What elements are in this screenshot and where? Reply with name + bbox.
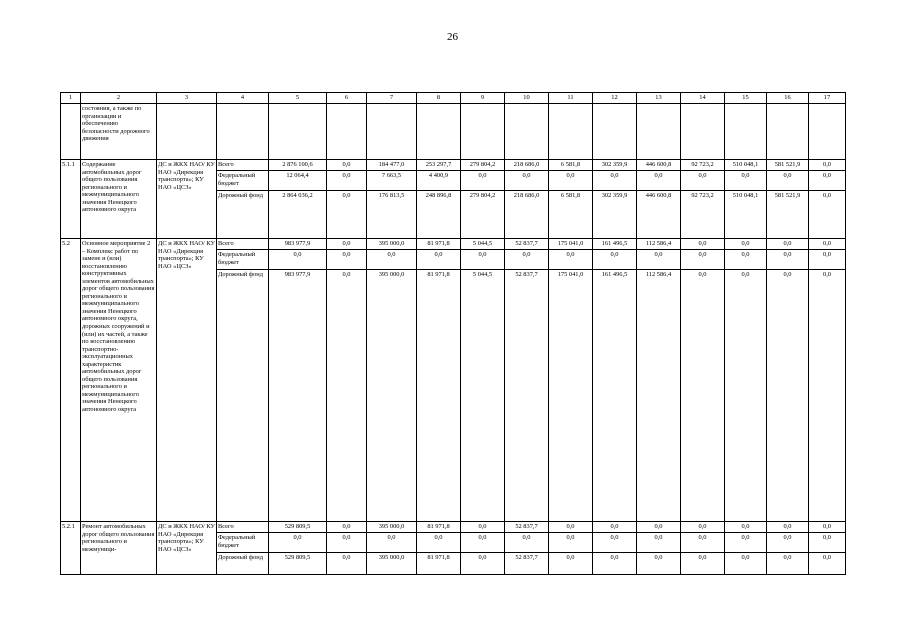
value-cell: 0,0	[269, 250, 327, 270]
funding-source: Всего	[217, 239, 269, 250]
continuation-name: состояния, а также по организации и обеспечению безопасности дорожного движения	[81, 104, 157, 160]
value-cell: 92 723,2	[681, 191, 725, 239]
value-cell: 0,0	[461, 171, 505, 191]
header-col-8: 8	[417, 93, 461, 104]
value-cell: 581 521,9	[767, 160, 809, 171]
header-col-1: 1	[61, 93, 81, 104]
value-cell: 0,0	[327, 160, 367, 171]
continuation-row	[61, 104, 846, 160]
value-cell: 81 971,8	[417, 239, 461, 250]
value-cell: 0,0	[593, 533, 637, 553]
value-cell: 176 813,5	[367, 191, 417, 239]
value-cell: 581 521,9	[767, 191, 809, 239]
value-cell: 0,0	[461, 533, 505, 553]
value-cell: 0,0	[637, 171, 681, 191]
value-cell: 0,0	[767, 250, 809, 270]
value-cell: 52 837,7	[505, 270, 549, 522]
value-cell: 510 048,1	[725, 191, 767, 239]
value-cell: 92 723,2	[681, 160, 725, 171]
value-cell: 0,0	[681, 553, 725, 575]
value-cell: 218 686,0	[505, 160, 549, 171]
row-name: Ремонт автомобильных дорог общего пользования регионального и межмуници-	[81, 522, 157, 575]
value-cell: 175 041,0	[549, 270, 593, 522]
value-cell: 6 581,8	[549, 191, 593, 239]
value-cell: 0,0	[767, 522, 809, 533]
header-col-5: 5	[269, 93, 327, 104]
value-cell: 0,0	[725, 522, 767, 533]
budget-table	[60, 92, 846, 575]
header-col-9: 9	[461, 93, 505, 104]
value-cell: 510 048,1	[725, 160, 767, 171]
value-cell: 0,0	[505, 533, 549, 553]
value-cell: 0,0	[809, 250, 846, 270]
value-cell: 218 686,0	[505, 191, 549, 239]
row-code: 5.2	[61, 239, 81, 522]
header-col-11: 11	[549, 93, 593, 104]
value-cell: 52 837,7	[505, 553, 549, 575]
value-cell: 0,0	[681, 239, 725, 250]
row-code: 5.1.1	[61, 160, 81, 239]
value-cell: 0,0	[327, 533, 367, 553]
value-cell: 395 000,0	[367, 270, 417, 522]
value-cell: 0,0	[767, 171, 809, 191]
row-name: Основное мероприятие 2 – Комплекс работ по замене и (или) восстановлению конструктивных элементов автомобильных дорог общего пользования регионального и межмуниципального значения Ненецкого автономного округа, дорожных сооружений и (или) их частей, а также по восстановлению транспортно-эксплуатационных характеристик автомобильных дорог общего пользования регионального и межмуниципального значения Ненецкого автономного округа	[81, 239, 157, 522]
value-cell: 0,0	[809, 191, 846, 239]
value-cell: 0,0	[725, 171, 767, 191]
value-cell: 0,0	[637, 533, 681, 553]
value-cell: 395 000,0	[367, 553, 417, 575]
header-col-7: 7	[367, 93, 417, 104]
value-cell: 2 876 100,6	[269, 160, 327, 171]
funding-source: Дорожный фонд	[217, 553, 269, 575]
row-executor: ДС и ЖКХ НАО/ КУ НАО «Дирекция транспорта»; КУ НАО «ЦСЗ»	[157, 239, 217, 522]
value-cell: 0,0	[809, 160, 846, 171]
row-executor: ДС и ЖКХ НАО/ КУ НАО «Дирекция транспорта»; КУ НАО «ЦСЗ»	[157, 160, 217, 239]
value-cell: 0,0	[637, 522, 681, 533]
table-body	[61, 104, 846, 575]
value-cell: 0,0	[637, 250, 681, 270]
value-cell: 0,0	[549, 553, 593, 575]
value-cell: 0,0	[593, 171, 637, 191]
value-cell: 81 971,8	[417, 553, 461, 575]
value-cell: 0,0	[767, 270, 809, 522]
value-cell: 0,0	[549, 522, 593, 533]
header-row	[61, 93, 846, 104]
value-cell: 0,0	[549, 171, 593, 191]
value-cell: 0,0	[367, 250, 417, 270]
value-cell: 4 400,9	[417, 171, 461, 191]
value-cell: 0,0	[327, 191, 367, 239]
value-cell: 0,0	[327, 553, 367, 575]
value-cell: 2 864 036,2	[269, 191, 327, 239]
value-cell: 175 041,0	[549, 239, 593, 250]
value-cell: 0,0	[725, 239, 767, 250]
value-cell: 395 000,0	[367, 239, 417, 250]
value-cell: 5 044,5	[461, 270, 505, 522]
value-cell: 184 477,0	[367, 160, 417, 171]
header-col-2: 2	[81, 93, 157, 104]
value-cell: 253 297,7	[417, 160, 461, 171]
value-cell: 0,0	[809, 270, 846, 522]
value-cell: 446 600,8	[637, 191, 681, 239]
header-col-17: 17	[809, 93, 846, 104]
table-row	[61, 239, 846, 250]
funding-source: Федеральный бюджет	[217, 533, 269, 553]
funding-source: Федеральный бюджет	[217, 171, 269, 191]
value-cell: 529 809,5	[269, 553, 327, 575]
value-cell: 161 496,5	[593, 270, 637, 522]
value-cell: 0,0	[269, 533, 327, 553]
value-cell: 81 971,8	[417, 522, 461, 533]
value-cell: 0,0	[681, 250, 725, 270]
funding-source: Федеральный бюджет	[217, 250, 269, 270]
value-cell: 0,0	[461, 250, 505, 270]
value-cell: 0,0	[809, 522, 846, 533]
header-col-10: 10	[505, 93, 549, 104]
value-cell: 0,0	[681, 171, 725, 191]
value-cell: 0,0	[637, 553, 681, 575]
header-col-3: 3	[157, 93, 217, 104]
value-cell: 0,0	[593, 522, 637, 533]
value-cell: 0,0	[809, 533, 846, 553]
value-cell: 0,0	[327, 239, 367, 250]
value-cell: 0,0	[549, 250, 593, 270]
funding-source: Всего	[217, 522, 269, 533]
header-col-12: 12	[593, 93, 637, 104]
page-number: 26	[447, 31, 458, 43]
value-cell: 0,0	[461, 522, 505, 533]
value-cell: 0,0	[809, 239, 846, 250]
value-cell: 983 977,9	[269, 270, 327, 522]
value-cell: 52 837,7	[505, 239, 549, 250]
value-cell: 81 971,8	[417, 270, 461, 522]
value-cell: 0,0	[681, 270, 725, 522]
value-cell: 0,0	[417, 250, 461, 270]
row-code: 5.2.1	[61, 522, 81, 575]
table-row	[61, 160, 846, 171]
header-col-4: 4	[217, 93, 269, 104]
value-cell: 248 896,8	[417, 191, 461, 239]
value-cell: 302 359,9	[593, 191, 637, 239]
value-cell: 0,0	[505, 250, 549, 270]
value-cell: 52 837,7	[505, 522, 549, 533]
value-cell: 0,0	[767, 533, 809, 553]
value-cell: 0,0	[327, 171, 367, 191]
value-cell: 983 977,9	[269, 239, 327, 250]
value-cell: 0,0	[367, 533, 417, 553]
header-col-16: 16	[767, 93, 809, 104]
value-cell: 0,0	[767, 553, 809, 575]
table-row	[61, 522, 846, 533]
value-cell: 0,0	[809, 553, 846, 575]
value-cell: 7 663,5	[367, 171, 417, 191]
value-cell: 0,0	[809, 171, 846, 191]
value-cell: 0,0	[461, 553, 505, 575]
value-cell: 0,0	[327, 270, 367, 522]
value-cell: 446 600,8	[637, 160, 681, 171]
value-cell: 12 064,4	[269, 171, 327, 191]
header-col-14: 14	[681, 93, 725, 104]
value-cell: 302 359,9	[593, 160, 637, 171]
header-col-15: 15	[725, 93, 767, 104]
value-cell: 0,0	[327, 250, 367, 270]
header-col-6: 6	[327, 93, 367, 104]
value-cell: 0,0	[767, 239, 809, 250]
value-cell: 0,0	[593, 553, 637, 575]
value-cell: 6 581,8	[549, 160, 593, 171]
value-cell: 529 809,5	[269, 522, 327, 533]
value-cell: 0,0	[725, 270, 767, 522]
value-cell: 161 496,5	[593, 239, 637, 250]
row-executor: ДС и ЖКХ НАО/ КУ НАО «Дирекция транспорта»; КУ НАО «ЦСЗ»	[157, 522, 217, 575]
value-cell: 5 044,5	[461, 239, 505, 250]
value-cell: 279 804,2	[461, 160, 505, 171]
value-cell: 0,0	[725, 533, 767, 553]
funding-source: Дорожный фонд	[217, 270, 269, 522]
value-cell: 0,0	[681, 533, 725, 553]
value-cell: 0,0	[725, 553, 767, 575]
value-cell: 395 000,0	[367, 522, 417, 533]
value-cell: 0,0	[417, 533, 461, 553]
value-cell: 0,0	[593, 250, 637, 270]
funding-source: Всего	[217, 160, 269, 171]
funding-source: Дорожный фонд	[217, 191, 269, 239]
value-cell: 0,0	[327, 522, 367, 533]
value-cell: 0,0	[505, 171, 549, 191]
value-cell: 0,0	[681, 522, 725, 533]
header-col-13: 13	[637, 93, 681, 104]
value-cell: 0,0	[549, 533, 593, 553]
value-cell: 0,0	[725, 250, 767, 270]
value-cell: 112 586,4	[637, 239, 681, 250]
row-name: Содержание автомобильных дорог общего пользования регионального и межмуниципального значения Ненецкого автономного округа	[81, 160, 157, 239]
value-cell: 279 804,2	[461, 191, 505, 239]
value-cell: 112 586,4	[637, 270, 681, 522]
